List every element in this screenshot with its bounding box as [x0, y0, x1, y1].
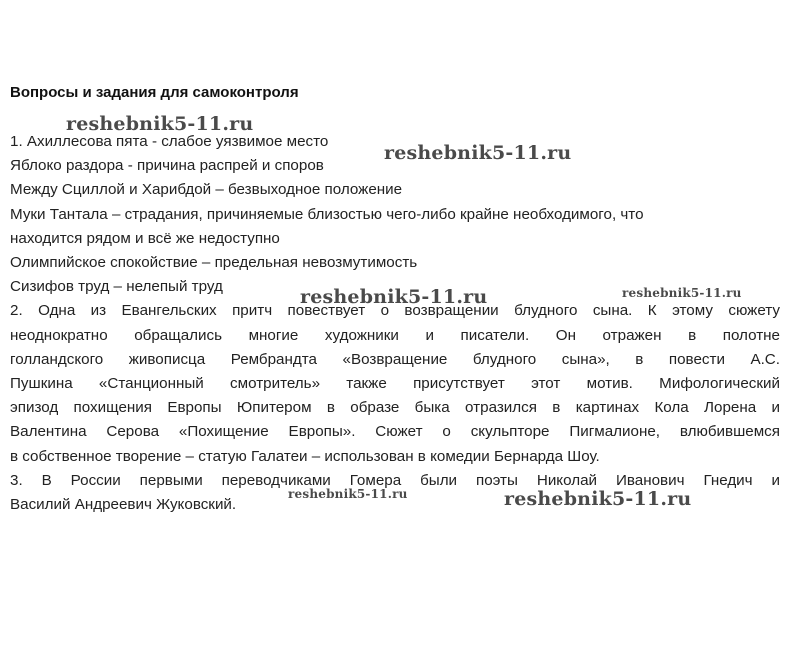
watermark: reshebnik5-11.ru [504, 488, 692, 510]
watermark: reshebnik5-11.ru [622, 286, 742, 300]
watermark: reshebnik5-11.ru [288, 487, 408, 501]
answer-line: Василий Андреевич Жуковский. [10, 495, 237, 513]
answer-line: в собственное творение – статую Галатеи – использован в комедии Бернарда Шоу. [10, 447, 600, 465]
answer-line: 3. В России первыми переводчиками Гомера были поэты Николай Иванович Гнедич и [10, 471, 780, 489]
watermark: reshebnik5-11.ru [66, 113, 254, 135]
answer-line: эпизод похищения Европы Юпитером в образе быка отразился в картинах Кола Лорена и [10, 399, 780, 417]
answer-line: голландского живописца Рембрандта «Возвращение блудного сына», в повести А.С. [10, 350, 780, 368]
answer-line: Валентина Серова «Похищение Европы». Сюжет о скульпторе Пигмалионе, влюбившемся [10, 423, 780, 441]
answer-line: находится рядом и всё же недоступно [10, 229, 280, 247]
answer-line: Олимпийское спокойствие – предельная невозмутимость [10, 254, 418, 272]
answer-line: Пушкина «Станционный смотритель» также присутствует этот мотив. Мифологический [10, 374, 780, 392]
answer-line: неоднократно обращались многие художники и писатели. Он отражен в полотне [10, 326, 780, 344]
section-title: Вопросы и задания для самоконтроля [10, 84, 299, 101]
watermark: reshebnik5-11.ru [384, 142, 572, 164]
watermark: reshebnik5-11.ru [300, 286, 488, 308]
answer-line: 2. Одна из Евангельских притч повествует о возвращении блудного сына. К этому сюжету [10, 302, 780, 320]
answer-line: 1. Ахиллесова пята - слабое уязвимое место [10, 133, 329, 150]
answer-line: Между Сциллой и Харибдой – безвыходное положение [10, 181, 403, 199]
answer-text [10, 130, 780, 517]
answer-line: Муки Тантала – страдания, причиняемые близостью чего-либо крайне необходимого, что [10, 205, 644, 223]
answer-line: Сизифов труд – нелепый труд [10, 278, 223, 296]
answer-line: Яблоко раздора - причина распрей и споров [10, 157, 324, 175]
